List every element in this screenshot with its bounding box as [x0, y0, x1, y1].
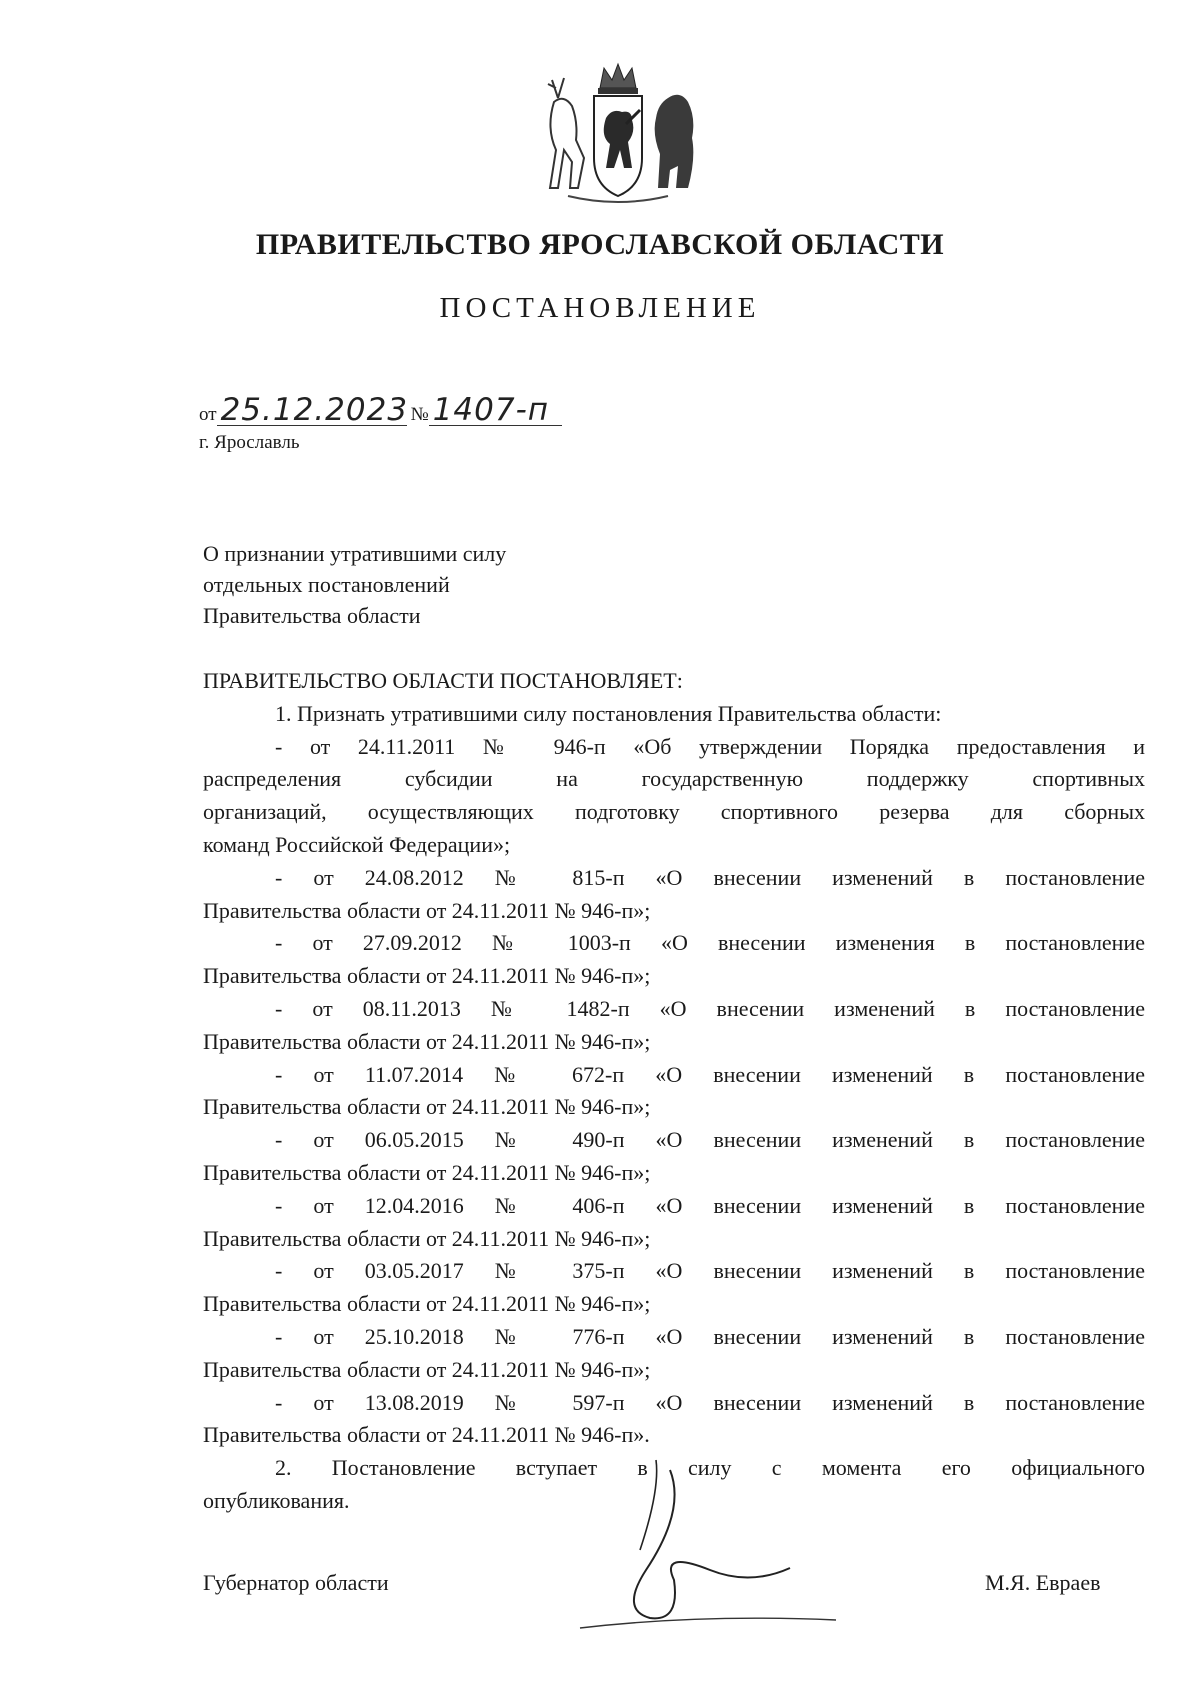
entry-line: команд Российской Федерации»; — [203, 831, 511, 857]
amendment-line: Правительства области от 24.11.2011 № 946-п»; — [203, 1159, 651, 1185]
amendment-line: - от 03.05.2017 № 375-п «О внесении изменений в постановление — [275, 1258, 1145, 1284]
dateline — [199, 392, 562, 428]
amendment-line: - от 11.07.2014 № 672-п «О внесении изменений в постановление — [275, 1061, 1145, 1087]
number-label: № — [410, 404, 429, 425]
amendment-line: - от 06.05.2015 № 490-п «О внесении изменений в постановление — [275, 1127, 1145, 1153]
amendment-line: Правительства области от 24.11.2011 № 946-п»; — [203, 1028, 651, 1054]
amendments-list — [203, 862, 1145, 1452]
signer-position: Губернатор области — [203, 1570, 389, 1595]
entry-line: - от 24.11.2011 № 946-п «Об утверждении Порядка предоставления и — [275, 733, 1145, 759]
amendment-line: - от 24.08.2012 № 815-п «О внесении изменений в постановление — [275, 864, 1145, 890]
entry-line: организаций, осуществляющих подготовку спортивного резерва для сборных — [203, 799, 1145, 825]
entry-line: распределения субсидии на государственную поддержку спортивных — [203, 766, 1145, 792]
item-2-line: 2. Постановление вступает в силу с момента его официального — [275, 1455, 1145, 1481]
date-label: от — [199, 404, 217, 425]
amendment-line: - от 27.09.2012 № 1003-п «О внесении изменения в постановление — [275, 930, 1145, 956]
amendment-line: - от 12.04.2016 № 406-п «О внесении изменений в постановление — [275, 1192, 1145, 1218]
amendment-line: Правительства области от 24.11.2011 № 946-п»; — [203, 1291, 651, 1317]
subject-block — [203, 538, 506, 631]
amendment-line: Правительства области от 24.11.2011 № 946-п». — [203, 1422, 650, 1448]
document-date: 25.12.2023 — [217, 395, 407, 426]
subject-line: отдельных постановлений — [203, 572, 450, 597]
document-number: 1407-п — [429, 395, 562, 426]
amendment-line: Правительства области от 24.11.2011 № 946-п»; — [203, 897, 651, 923]
amendment-line: Правительства области от 24.11.2011 № 946-п»; — [203, 963, 651, 989]
document-type: ПОСТАНОВЛЕНИЕ — [439, 292, 761, 324]
document-body — [203, 665, 1145, 1518]
item-2-line: опубликования. — [203, 1487, 350, 1513]
government-title: ПРАВИТЕЛЬСТВО ЯРОСЛАВСКОЙ ОБЛАСТИ — [255, 228, 945, 261]
item-1: 1. Признать утратившими силу постановления Правительства области: — [275, 700, 942, 726]
amendment-line: Правительства области от 24.11.2011 № 946-п»; — [203, 1094, 651, 1120]
yaroslavl-coat-of-arms-icon — [528, 58, 708, 208]
amendment-line: - от 13.08.2019 № 597-п «О внесении изменений в постановление — [275, 1389, 1145, 1415]
subject-line: Правительства области — [203, 603, 421, 628]
amendment-line: - от 25.10.2018 № 776-п «О внесении изменений в постановление — [275, 1323, 1145, 1349]
city: г. Ярославль — [199, 432, 300, 453]
amendment-line: Правительства области от 24.11.2011 № 946-п»; — [203, 1225, 651, 1251]
signer-name: М.Я. Евраев — [985, 1570, 1101, 1595]
amendment-line: - от 08.11.2013 № 1482-п «О внесении изменений в постановление — [275, 995, 1145, 1021]
preamble: ПРАВИТЕЛЬСТВО ОБЛАСТИ ПОСТАНОВЛЯЕТ: — [203, 668, 683, 693]
handwritten-signature-icon — [560, 1450, 840, 1635]
subject-line: О признании утратившими силу — [203, 541, 507, 566]
amendment-line: Правительства области от 24.11.2011 № 946-п»; — [203, 1356, 651, 1382]
